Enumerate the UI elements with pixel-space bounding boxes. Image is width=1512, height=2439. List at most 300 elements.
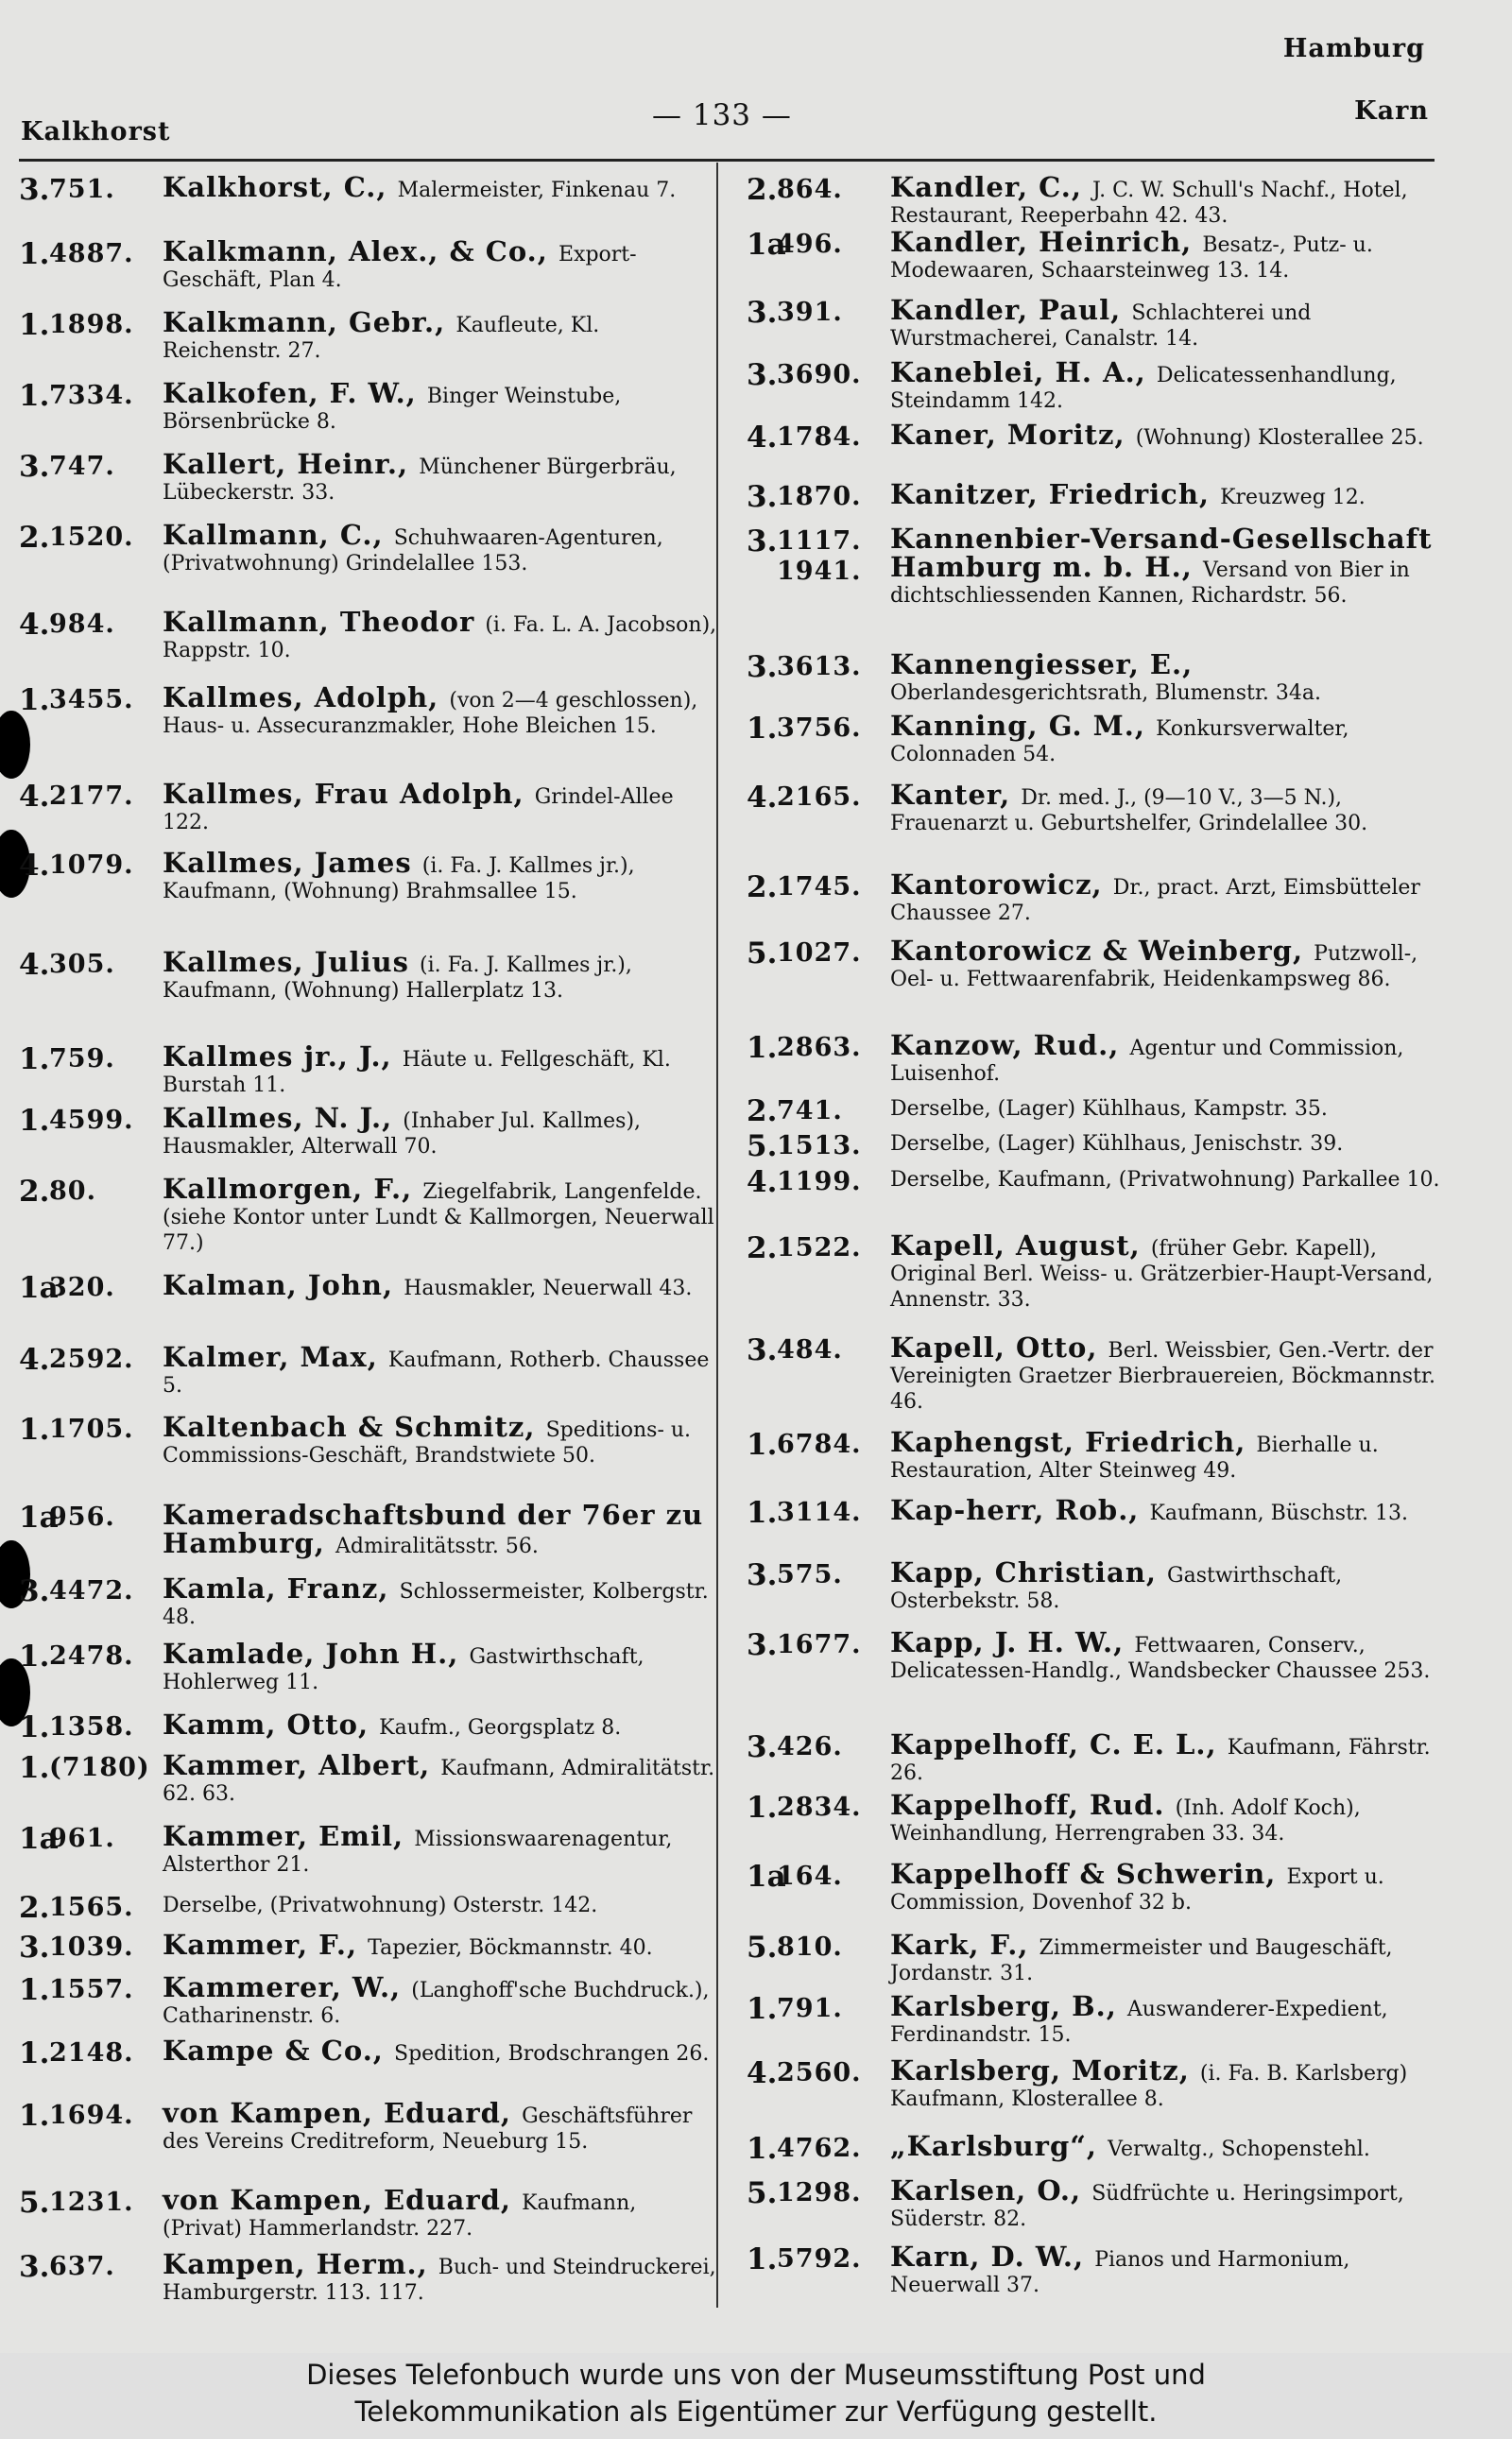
- exchange-zone: 1.: [19, 2099, 50, 2133]
- exchange-zone: 1.: [747, 1031, 778, 1065]
- phone-number: 305.: [49, 950, 115, 979]
- phone-number: 2165.: [777, 782, 862, 812]
- phone-number: 1231.: [49, 2188, 134, 2217]
- subscriber-name: „Karlsburg“,: [890, 2130, 1108, 2162]
- listing-text: [163, 1411, 718, 1469]
- subscriber-details: Besatz-, Putz- u. Modewaaren, Schaarsteinweg 13. 14.: [890, 233, 1373, 283]
- subscriber-details: Oberlandesgerichtsrath, Blumenstr. 34a.: [890, 681, 1322, 705]
- phone-number: 1079.: [49, 850, 134, 880]
- exchange-zone: 3.: [747, 1558, 778, 1592]
- phone-number: 391.: [777, 298, 843, 327]
- listing-entry: [19, 778, 718, 835]
- subscriber-name: Kammer, F.,: [163, 1929, 369, 1961]
- listing-entry: [747, 1929, 1446, 1986]
- phone-number: 2592.: [49, 1345, 134, 1374]
- phone-number: 1199.: [777, 1167, 862, 1196]
- exchange-zone: 3.: [19, 450, 50, 484]
- listing-text: [890, 648, 1446, 706]
- phone-number: 3690.: [777, 360, 862, 389]
- subscriber-name: Kallmes, Adolph,: [163, 681, 450, 713]
- listing-entry: [19, 847, 718, 904]
- listing-text: [890, 226, 1446, 283]
- exchange-zone: 1a: [747, 228, 786, 262]
- phone-number: 7334.: [49, 381, 134, 410]
- listing-text: [163, 448, 718, 506]
- subscriber-name: Kalmer, Max,: [163, 1341, 388, 1373]
- listing-entry: [747, 2054, 1446, 2112]
- subscriber-name: Kallmann, Theodor: [163, 606, 486, 638]
- listing-text: [890, 1990, 1446, 2048]
- phone-number: 1513.: [777, 1131, 862, 1160]
- listing-text: [163, 1173, 718, 1256]
- exchange-zone: 4.: [19, 849, 50, 883]
- subscriber-name: Kallmes, N. J.,: [163, 1102, 404, 1134]
- listing-text: [163, 681, 718, 739]
- listing-entry: [19, 606, 718, 663]
- listing-text: [890, 419, 1446, 451]
- listing-entry: [747, 1096, 1446, 1126]
- header-rule: [19, 159, 1435, 162]
- subscriber-name: Kapp, J. H. W.,: [890, 1626, 1135, 1658]
- subscriber-name: Kallmes, James: [163, 847, 422, 879]
- phone-number: 3613.: [777, 652, 862, 681]
- listing-text: [890, 1096, 1446, 1122]
- phone-number: 2177.: [49, 782, 134, 811]
- phone-number: 810.: [777, 1932, 843, 1962]
- listing-text: [890, 1858, 1446, 1915]
- subscriber-details: Agentur und Commission, Luisenhof.: [890, 1037, 1404, 1086]
- exchange-zone: 2.: [747, 1094, 778, 1128]
- phone-number: 2560.: [777, 2058, 862, 2087]
- phone-number: 4762.: [777, 2134, 862, 2163]
- listing-entry: [19, 448, 718, 506]
- subscriber-details: Dr. med. J., (9—10 V., 3—5 N.), Frauenarzt u. Geburtshelfer, Grindelallee 30.: [890, 786, 1368, 835]
- phone-number: 1784.: [777, 422, 862, 452]
- exchange-zone: 5.: [747, 1931, 778, 1965]
- subscriber-name: Kanter,: [890, 779, 1022, 811]
- header-city: Hamburg: [1282, 34, 1425, 63]
- subscriber-details: Auswanderer-Expedient, Ferdinandstr. 15.: [890, 1998, 1388, 2047]
- phone-number: 1557.: [49, 1975, 134, 2004]
- subscriber-details: Tapezier, Böckmannstr. 40.: [368, 1936, 653, 1960]
- listing-text: [890, 1494, 1446, 1526]
- listing-text: [163, 1040, 718, 1098]
- listing-text: [890, 1229, 1446, 1313]
- subscriber-name: Kandler, Paul,: [890, 294, 1132, 326]
- listing-entry: [747, 2174, 1446, 2232]
- listing-text: [163, 1820, 718, 1878]
- phone-number: 1694.: [49, 2101, 134, 2130]
- exchange-zone: 3.: [747, 1730, 778, 1764]
- phone-number: 1677.: [777, 1630, 862, 1659]
- phone-number: 2863.: [777, 1033, 862, 1062]
- phone-number: 1520.: [49, 523, 134, 552]
- phone-number: 1745.: [777, 872, 862, 902]
- phone-number: 1117. 1941.: [777, 526, 862, 586]
- phone-number: 1565.: [49, 1893, 134, 1922]
- phone-number: 1522.: [777, 1233, 862, 1262]
- subscriber-details: Derselbe, (Privatwohnung) Osterstr. 142.: [163, 1894, 598, 1917]
- listing-entry: [747, 2130, 1446, 2166]
- subscriber-details: Versand von Bier in dichtschliessenden Kannen, Richardstr. 56.: [890, 558, 1410, 608]
- listing-entry: [19, 2035, 718, 2070]
- listing-text: [890, 523, 1446, 609]
- phone-number: 1298.: [777, 2178, 862, 2207]
- subscriber-name: Kamlade, John H.,: [163, 1638, 470, 1670]
- subscriber-details: Kaufmann, Rotherb. Chaussee 5.: [163, 1348, 710, 1398]
- exchange-zone: 1.: [19, 1104, 50, 1138]
- subscriber-details: Delicatessenhandlung, Steindamm 142.: [890, 364, 1397, 413]
- subscriber-name: Kallmes jr., J.,: [163, 1040, 403, 1073]
- listing-text: [890, 1728, 1446, 1786]
- listing-entry: [747, 1789, 1446, 1846]
- listing-text: [890, 1556, 1446, 1614]
- subscriber-name: Kantorowicz,: [890, 868, 1113, 901]
- listing-entry: [747, 171, 1446, 229]
- subscriber-name: Kallmes, Julius: [163, 946, 421, 978]
- exchange-zone: 1.: [19, 379, 50, 413]
- subscriber-details: Schuhwaaren-Agenturen, (Privatwohnung) Grindelallee 153.: [163, 526, 663, 575]
- phone-number: 3114.: [777, 1498, 862, 1527]
- subscriber-name: Kaltenbach & Schmitz,: [163, 1411, 546, 1443]
- listing-text: [163, 2035, 718, 2067]
- exchange-zone: 1.: [19, 2036, 50, 2070]
- listing-entry: [19, 1638, 718, 1695]
- listing-entry: [747, 648, 1446, 706]
- listing-text: [890, 1331, 1446, 1415]
- exchange-zone: 2.: [747, 870, 778, 904]
- phone-number: 4887.: [49, 239, 134, 268]
- phone-number: 1358.: [49, 1712, 134, 1742]
- subscriber-details: Ziegelfabrik, Langenfelde. (siehe Kontor unter Lundt & Kallmorgen, Neuerwall 77.): [163, 1180, 714, 1255]
- subscriber-name: Kark, F.,: [890, 1929, 1040, 1961]
- exchange-zone: 3.: [747, 296, 778, 330]
- subscriber-details: Kaufmann, Fährstr. 26.: [890, 1736, 1431, 1785]
- phone-number: 6784.: [777, 1430, 862, 1459]
- subscriber-name: Kapp, Christian,: [890, 1556, 1168, 1589]
- listing-text: [163, 847, 718, 904]
- subscriber-details: Derselbe, (Lager) Kühlhaus, Jenischstr. 39.: [890, 1132, 1344, 1156]
- listing-entry: [747, 1858, 1446, 1915]
- subscriber-details: Konkursverwalter, Colonnaden 54.: [890, 717, 1349, 766]
- listing-text: [890, 1626, 1446, 1684]
- subscriber-name: Kannenbier-Versand-Gesellschaft Hamburg m. b. H.,: [890, 523, 1433, 583]
- exchange-zone: 4.: [19, 948, 50, 982]
- subscriber-details: Speditions- u. Commissions-Geschäft, Brandstwiete 50.: [163, 1418, 692, 1468]
- subscriber-details: (früher Gebr. Kapell), Original Berl. Weiss- u. Grätzerbier-Haupt-Versand, Annenstr. 33.: [890, 1237, 1434, 1312]
- subscriber-name: Kanitzer, Friedrich,: [890, 478, 1221, 510]
- listing-entry: [19, 1929, 718, 1965]
- exchange-zone: 1.: [747, 2132, 778, 2166]
- listing-entry: [19, 681, 718, 739]
- listing-text: [163, 1638, 718, 1695]
- subscriber-details: (i. Fa. J. Kallmes jr.), Kaufmann, (Wohnung) Brahmsallee 15.: [163, 854, 635, 903]
- subscriber-details: Gastwirthschaft, Hohlerweg 11.: [163, 1645, 644, 1694]
- exchange-zone: 1.: [747, 712, 778, 746]
- subscriber-name: Kalkhorst, C.,: [163, 171, 398, 203]
- subscriber-details: Schlachterei und Wurstmacherei, Canalstr. 14.: [890, 301, 1312, 351]
- subscriber-name: Kandler, Heinrich,: [890, 226, 1203, 258]
- exchange-zone: 3.: [747, 358, 778, 392]
- subscriber-name: Kappelhoff, Rud.: [890, 1789, 1176, 1821]
- listing-entry: [747, 478, 1446, 514]
- subscriber-details: Admiralitätsstr. 56.: [335, 1535, 539, 1558]
- exchange-zone: 3.: [747, 524, 778, 558]
- listing-entry: [747, 1167, 1446, 1197]
- phone-number: 984.: [49, 610, 115, 639]
- footer-line-2: Telekommunikation als Eigentümer zur Verfügung gestellt.: [354, 2396, 1158, 2428]
- phone-number: 741.: [777, 1096, 843, 1125]
- listing-entry: [747, 2241, 1446, 2298]
- listing-text: [890, 779, 1446, 836]
- subscriber-name: Karlsberg, B.,: [890, 1990, 1127, 2022]
- subscriber-details: (i. Fa. J. Kallmes jr.), Kaufmann, (Wohnung) Hallerplatz 13.: [163, 953, 632, 1003]
- subscriber-name: Kantorowicz & Weinberg,: [890, 935, 1314, 967]
- subscriber-details: Kreuzweg 12.: [1220, 486, 1366, 509]
- exchange-zone: 1.: [19, 308, 50, 342]
- listing-text: [890, 2054, 1446, 2112]
- subscriber-details: Berl. Weissbier, Gen.-Vertr. der Vereinigten Graetzer Bierbrauereien, Böckmannstr. 46.: [890, 1339, 1435, 1414]
- exchange-zone: 1.: [747, 1791, 778, 1825]
- phone-number: 2834.: [777, 1793, 862, 1822]
- exchange-zone: 3.: [19, 1931, 50, 1965]
- exchange-zone: 1.: [19, 237, 50, 271]
- listing-entry: [19, 1971, 718, 2029]
- subscriber-details: Kaufmann, Admiralitätstr. 62. 63.: [163, 1757, 715, 1806]
- subscriber-details: Schlossermeister, Kolbergstr. 48.: [163, 1580, 709, 1629]
- listing-entry: [19, 1040, 718, 1098]
- subscriber-details: Missionswaarenagentur, Alsterthor 21.: [163, 1828, 673, 1877]
- subscriber-name: Kapell, August,: [890, 1229, 1151, 1262]
- subscriber-details: (Inh. Adolf Koch), Weinhandlung, Herrengraben 33. 34.: [890, 1796, 1361, 1846]
- listing-text: [163, 1102, 718, 1159]
- phone-number: 3756.: [777, 713, 862, 743]
- subscriber-details: Verwaltg., Schopenstehl.: [1108, 2138, 1370, 2161]
- footer-notice: [0, 2353, 1512, 2439]
- listing-text: [890, 1426, 1446, 1484]
- exchange-zone: 1.: [747, 2242, 778, 2276]
- listing-text: [890, 710, 1446, 767]
- phone-number: 484.: [777, 1335, 843, 1365]
- listing-entry: [747, 226, 1446, 283]
- listing-entry: [19, 2248, 718, 2306]
- phone-number: (7180): [49, 1753, 150, 1782]
- listing-text: [163, 519, 718, 576]
- subscriber-details: Zimmermeister und Baugeschäft, Jordanstr. 31.: [890, 1936, 1393, 1985]
- listing-entry: [747, 419, 1446, 455]
- exchange-zone: 3.: [747, 480, 778, 514]
- subscriber-name: Kammer, Emil,: [163, 1820, 415, 1852]
- listing-text: [890, 1789, 1446, 1846]
- listing-text: [163, 2248, 718, 2306]
- listing-text: [890, 935, 1446, 992]
- exchange-zone: 1.: [19, 1413, 50, 1447]
- listing-entry: [747, 1426, 1446, 1484]
- listing-entry: [19, 2097, 718, 2155]
- phone-number: 864.: [777, 175, 843, 204]
- listing-text: [890, 1929, 1446, 1986]
- subscriber-details: (i. Fa. L. A. Jacobson), Rappstr. 10.: [163, 613, 717, 662]
- listing-entry: [19, 171, 718, 207]
- subscriber-name: Kanning, G. M.,: [890, 710, 1157, 742]
- listing-text: [163, 1709, 718, 1741]
- listing-entry: [747, 779, 1446, 836]
- listing-entry: [19, 1749, 718, 1807]
- listing-entry: [19, 519, 718, 576]
- listing-entry: [19, 1269, 718, 1305]
- listing-text: [163, 235, 718, 293]
- subscriber-name: Kallmorgen, F.,: [163, 1173, 423, 1205]
- listing-entry: [19, 1173, 718, 1256]
- listing-text: [163, 1749, 718, 1807]
- listing-entry: [19, 235, 718, 293]
- subscriber-details: (Inhaber Jul. Kallmes), Hausmakler, Alterwall 70.: [163, 1109, 642, 1159]
- subscriber-name: Kaphengst, Friedrich,: [890, 1426, 1257, 1458]
- listing-text: [163, 171, 718, 203]
- exchange-zone: 3.: [747, 1628, 778, 1662]
- phone-number: 575.: [777, 1560, 843, 1589]
- subscriber-details: Binger Weinstube, Börsenbrücke 8.: [163, 385, 622, 434]
- subscriber-name: Kalkmann, Gebr.,: [163, 306, 456, 338]
- exchange-zone: 2.: [19, 1175, 50, 1209]
- subscriber-details: Münchener Bürgerbräu, Lübeckerstr. 33.: [163, 455, 677, 505]
- exchange-zone: 1.: [747, 1992, 778, 2026]
- subscriber-name: Kalman, John,: [163, 1269, 404, 1301]
- subscriber-details: Malermeister, Finkenau 7.: [397, 179, 677, 202]
- subscriber-name: von Kampen, Eduard,: [163, 2184, 523, 2216]
- listing-entry: [747, 1556, 1446, 1614]
- subscriber-name: Kandler, C.,: [890, 171, 1093, 203]
- listing-text: [163, 778, 718, 835]
- subscriber-details: (i. Fa. B. Karlsberg) Kaufmann, Klosterallee 8.: [890, 2062, 1408, 2111]
- listing-text: [890, 1131, 1446, 1157]
- subscriber-details: Kaufmann, Büschstr. 13.: [1149, 1502, 1408, 1525]
- exchange-zone: 1.: [19, 1042, 50, 1076]
- exchange-zone: 2.: [747, 1231, 778, 1265]
- listing-entry: [19, 1499, 718, 1559]
- listing-entry: [747, 1494, 1446, 1530]
- phone-number: 320.: [49, 1273, 115, 1302]
- exchange-zone: 1.: [19, 1640, 50, 1674]
- subscriber-name: Kaner, Moritz,: [890, 419, 1136, 451]
- phone-number: 496.: [777, 230, 843, 259]
- listing-entry: [19, 1572, 718, 1630]
- subscriber-details: Kaufmann, (Privat) Hammerlandstr. 227.: [163, 2191, 637, 2241]
- exchange-zone: 4.: [19, 780, 50, 814]
- exchange-zone: 4.: [19, 1343, 50, 1377]
- listing-text: [890, 1167, 1446, 1193]
- exchange-zone: 5.: [747, 2176, 778, 2210]
- listing-text: [890, 478, 1446, 510]
- listing-entry: [747, 935, 1446, 992]
- phone-number: 1898.: [49, 310, 134, 339]
- listing-entry: [19, 1820, 718, 1878]
- listing-entry: [19, 1102, 718, 1159]
- exchange-zone: 5.: [19, 2186, 50, 2220]
- exchange-zone: 3.: [747, 1333, 778, 1367]
- listing-text: [163, 1341, 718, 1399]
- exchange-zone: 2.: [19, 1891, 50, 1925]
- phone-number: 1027.: [777, 938, 862, 968]
- listing-text: [163, 2184, 718, 2241]
- subscriber-name: Kallmes, Frau Adolph,: [163, 778, 535, 810]
- subscriber-name: Kamla, Franz,: [163, 1572, 400, 1605]
- listing-text: [163, 377, 718, 435]
- subscriber-name: Kappelhoff & Schwerin,: [890, 1858, 1287, 1890]
- subscriber-details: Fettwaaren, Conserv., Delicatessen-Handlg., Wandsbecker Chaussee 253.: [890, 1634, 1431, 1683]
- subscriber-name: Kappelhoff, C. E. L.,: [890, 1728, 1228, 1761]
- subscriber-details: Buch- und Steindruckerei, Hamburgerstr. 113. 117.: [163, 2256, 716, 2305]
- listing-text: [163, 946, 718, 1004]
- exchange-zone: 1.: [19, 1751, 50, 1785]
- listing-entry: [747, 356, 1446, 414]
- phone-number: 80.: [49, 1177, 96, 1206]
- subscriber-name: Kannengiesser, E.,: [890, 648, 1194, 680]
- header-right-keyword: Karn: [1354, 96, 1429, 126]
- subscriber-details: (von 2—4 geschlossen), Haus- u. Assecuranzmakler, Hohe Bleichen 15.: [163, 689, 698, 738]
- subscriber-details: (Wohnung) Klosterallee 25.: [1135, 426, 1424, 450]
- listing-entry: [19, 1893, 718, 1923]
- subscriber-name: Kalkmann, Alex., & Co.,: [163, 235, 558, 267]
- subscriber-name: von Kampen, Eduard,: [163, 2097, 523, 2129]
- header-left-keyword: Kalkhorst: [21, 117, 171, 146]
- subscriber-details: Häute u. Fellgeschäft, Kl. Burstah 11.: [163, 1048, 671, 1097]
- listing-text: [163, 306, 718, 364]
- phone-number: 3455.: [49, 685, 134, 714]
- subscriber-name: Karn, D. W.,: [890, 2241, 1095, 2273]
- exchange-zone: 1.: [19, 683, 50, 717]
- exchange-zone: 4.: [747, 781, 778, 815]
- subscriber-details: Kaufm., Georgsplatz 8.: [379, 1716, 622, 1740]
- subscriber-name: Kammerer, W.,: [163, 1971, 412, 2003]
- listing-text: [163, 606, 718, 663]
- subscriber-details: Grindel-Allee 122.: [163, 785, 674, 834]
- listing-entry: [747, 1331, 1446, 1415]
- listing-entry: [747, 868, 1446, 926]
- subscriber-details: Export-Geschäft, Plan 4.: [163, 243, 637, 292]
- listing-text: [163, 1269, 718, 1301]
- phone-number: 5792.: [777, 2244, 862, 2274]
- phone-number: 747.: [49, 452, 115, 481]
- listing-text: [890, 868, 1446, 926]
- listing-text: [890, 2174, 1446, 2232]
- listing-entry: [747, 710, 1446, 767]
- exchange-zone: 1a: [19, 1822, 59, 1856]
- subscriber-details: (Langhoff'sche Buchdruck.), Catharinenstr. 6.: [163, 1979, 710, 2028]
- subscriber-name: Kampe & Co.,: [163, 2035, 394, 2067]
- phone-number: 1870.: [777, 482, 862, 511]
- exchange-zone: 1a: [19, 1501, 59, 1535]
- phone-number: 1705.: [49, 1415, 134, 1444]
- subscriber-details: Pianos und Harmonium, Neuerwall 37.: [890, 2248, 1350, 2297]
- phone-number: 2478.: [49, 1641, 134, 1671]
- subscriber-name: Kaneblei, H. A.,: [890, 356, 1157, 388]
- subscriber-details: Hausmakler, Neuerwall 43.: [404, 1277, 693, 1300]
- exchange-zone: 4.: [747, 2056, 778, 2090]
- exchange-zone: 2.: [747, 173, 778, 207]
- exchange-zone: 2.: [19, 521, 50, 555]
- exchange-zone: 1a: [747, 1860, 786, 1894]
- listing-text: [163, 1929, 718, 1961]
- phone-number: 759.: [49, 1044, 115, 1074]
- exchange-zone: 3.: [19, 1574, 50, 1608]
- exchange-zone: 1.: [19, 1973, 50, 2007]
- phone-number: 426.: [777, 1732, 843, 1761]
- exchange-zone: 3.: [19, 2250, 50, 2284]
- subscriber-details: Derselbe, (Lager) Kühlhaus, Kampstr. 35.: [890, 1097, 1328, 1121]
- subscriber-name: Kameradschaftsbund der 76er zu Hamburg,: [163, 1499, 704, 1559]
- listing-text: [890, 294, 1446, 352]
